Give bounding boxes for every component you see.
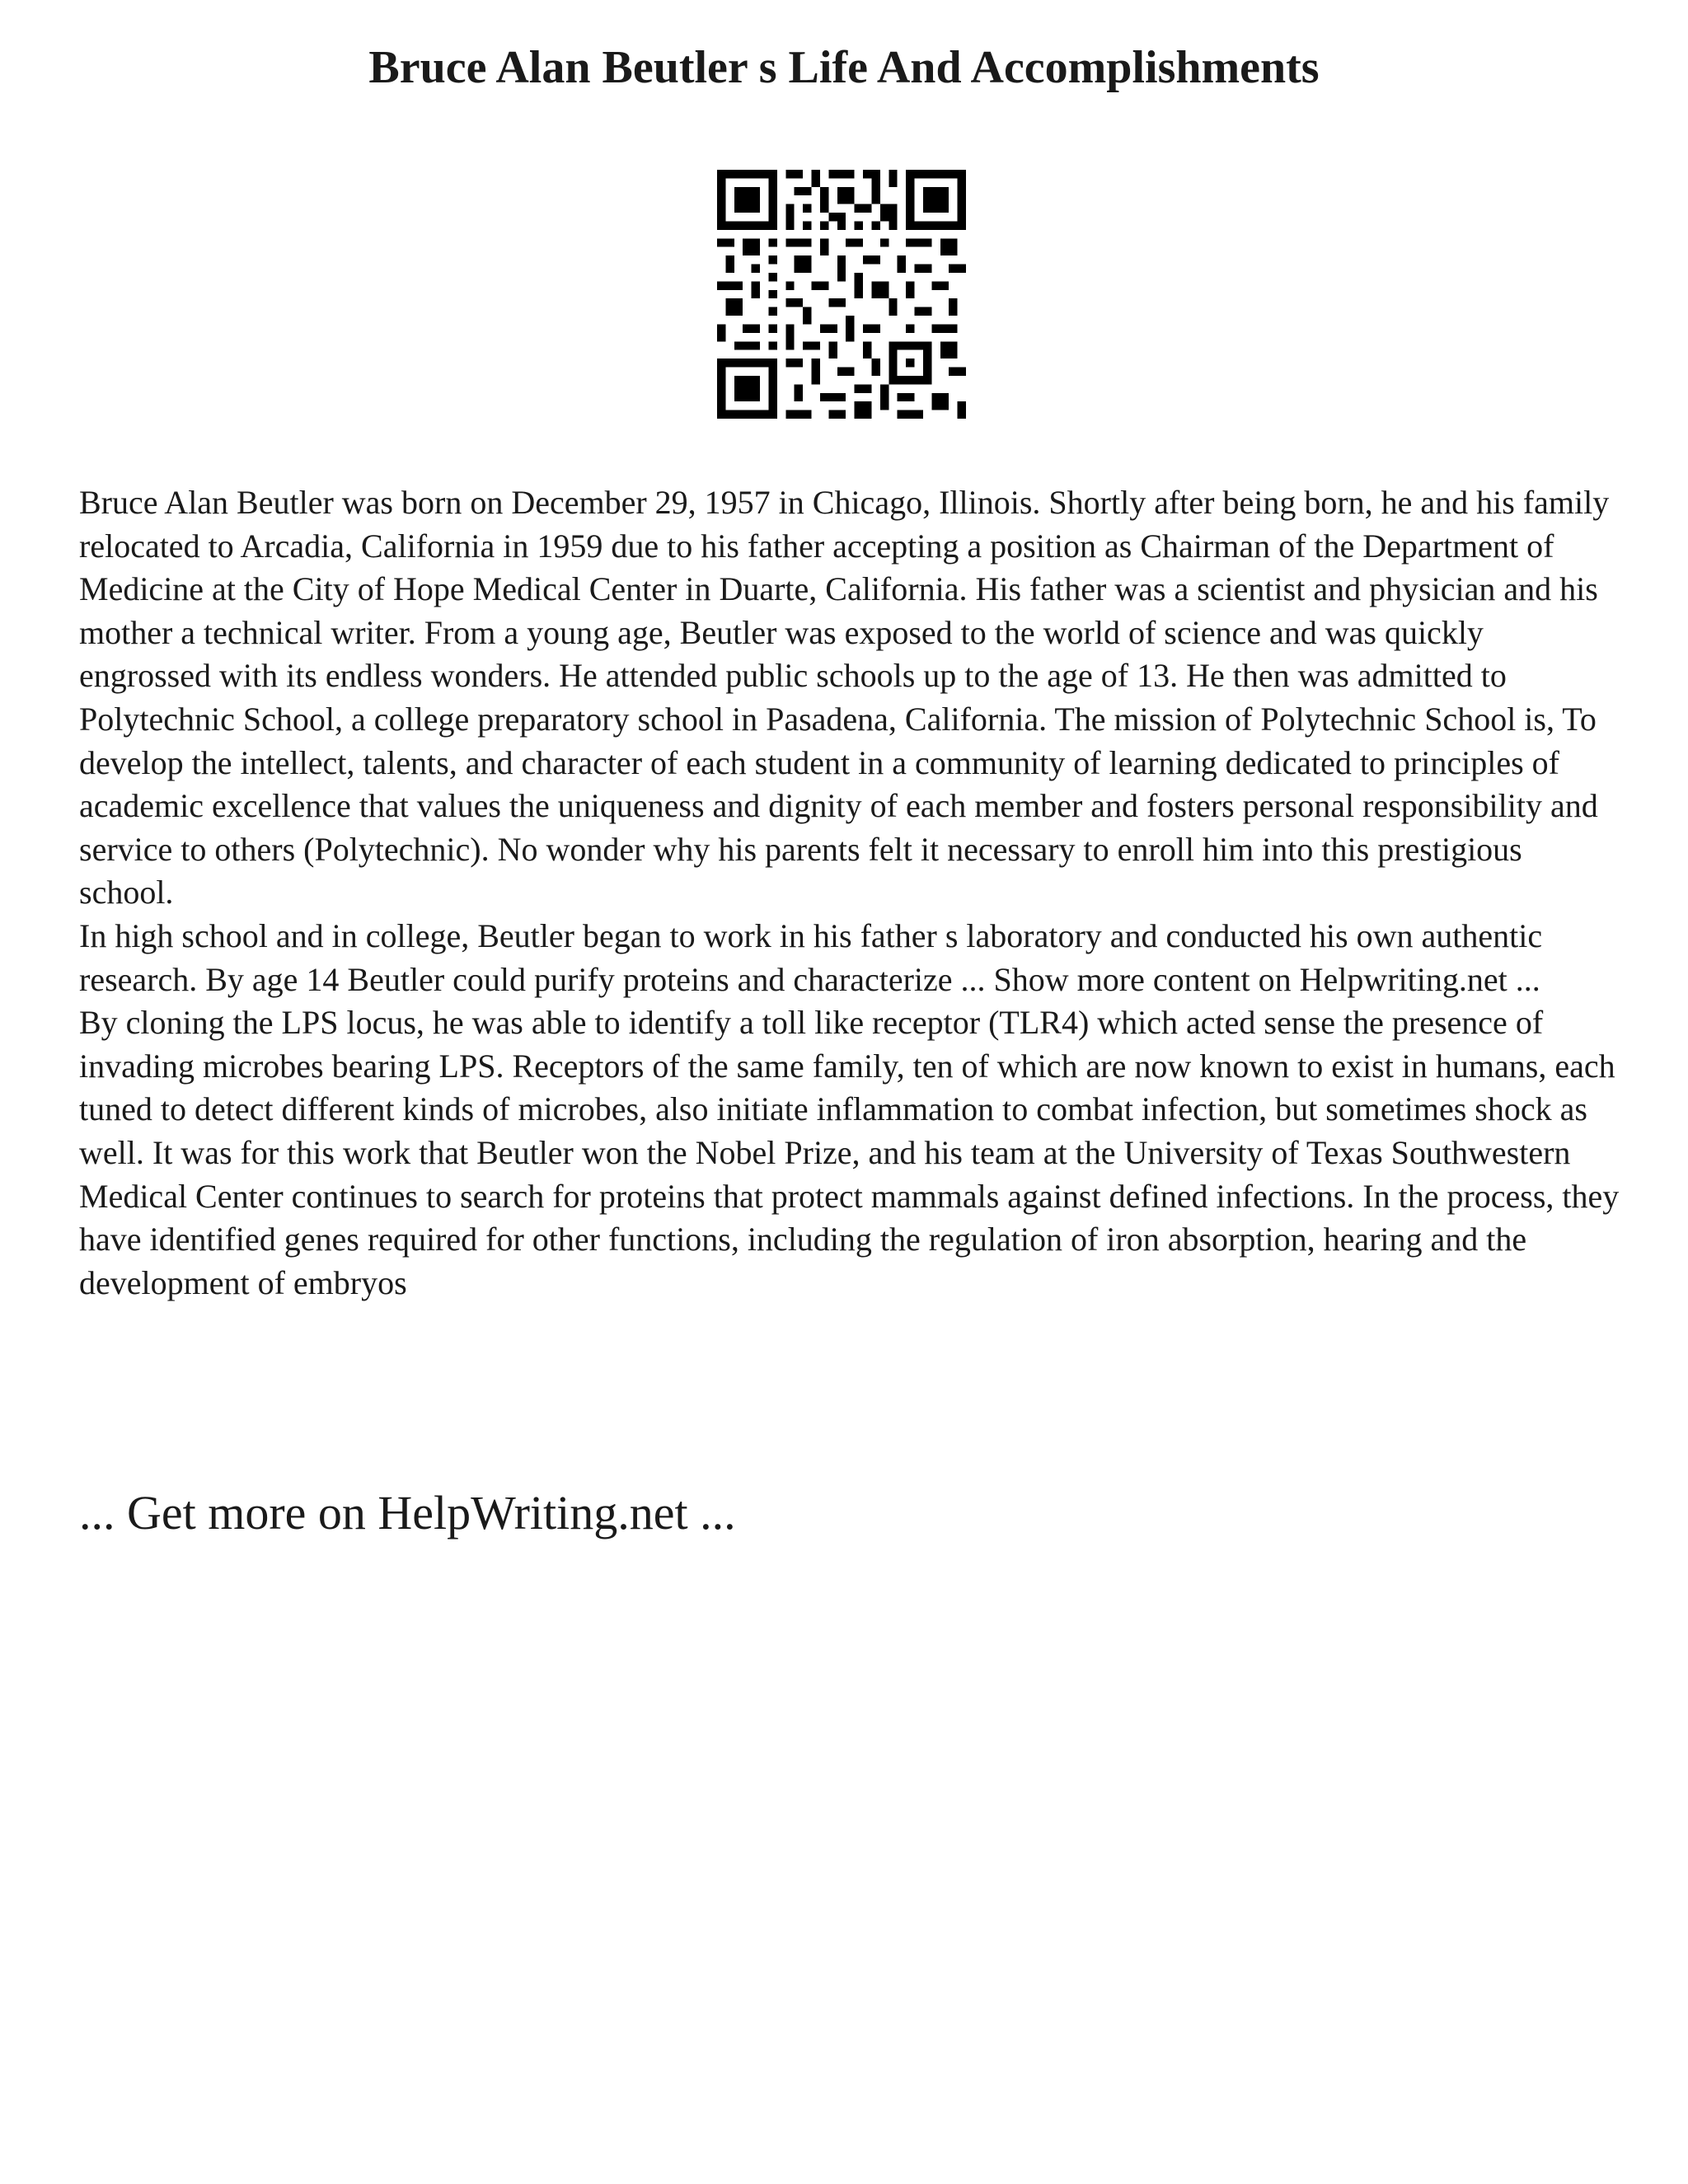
paragraph-early-life: Bruce Alan Beutler was born on December 29, 1957 in Chicago, Illinois. Shortly after being born, he and his family relocated to Arcadia, California in 1959 due to his father accepting a position as Chairman of the Department of Medicine at the City of Hope Medical Center in Duarte, California. His father was a scientist and physician and his mother a technical writer. From a young age, Beutler was exposed to the world of science and was quickly engrossed with its endless wonders. He attended public schools up to the age of 13. He then was admitted to Polytechnic School, a college preparatory school in Pasadena, California. The mission of Polytechnic School is, To develop the intellect, talents, and character of each student in a community of learning dedicated to principles of academic excellence that values the uniqueness and dignity of each member and fosters personal responsibility and service to others (Polytechnic). No wonder why his parents felt it necessary to enroll him into this prestigious school. — [79, 484, 1610, 912]
qr-code-icon — [717, 170, 966, 419]
get-more-link[interactable]: ... Get more on HelpWriting.net ... — [79, 1486, 736, 1540]
paragraph-nobel-work: By cloning the LPS locus, he was able to identify a toll like receptor (TLR4) which acted sense the presence of invading microbes bearing LPS. Receptors of the same family, ten of which are now known to exist in humans, each tuned to detect different kinds of microbes, also initiate inflammation to combat infection, but sometimes shock as well. It was for this work that Beutler won the Nobel Prize, and his team at the University of Texas Southwestern Medical Center continues to search for proteins that protect mammals against defined infections. In the process, they have identified genes required for other functions, including the regulation of iron absorption, hearing and the development of embryos — [79, 1004, 1620, 1301]
paragraph-research: In high school and in college, Beutler began to work in his father s laboratory and conducted his own authentic research. By age 14 Beutler could purify proteins and characterize ... Show more content on Helpwriting.net ... — [79, 916, 1543, 998]
document-body — [79, 481, 1620, 1305]
document-title: Bruce Alan Beutler s Life And Accomplishments — [368, 42, 1320, 93]
